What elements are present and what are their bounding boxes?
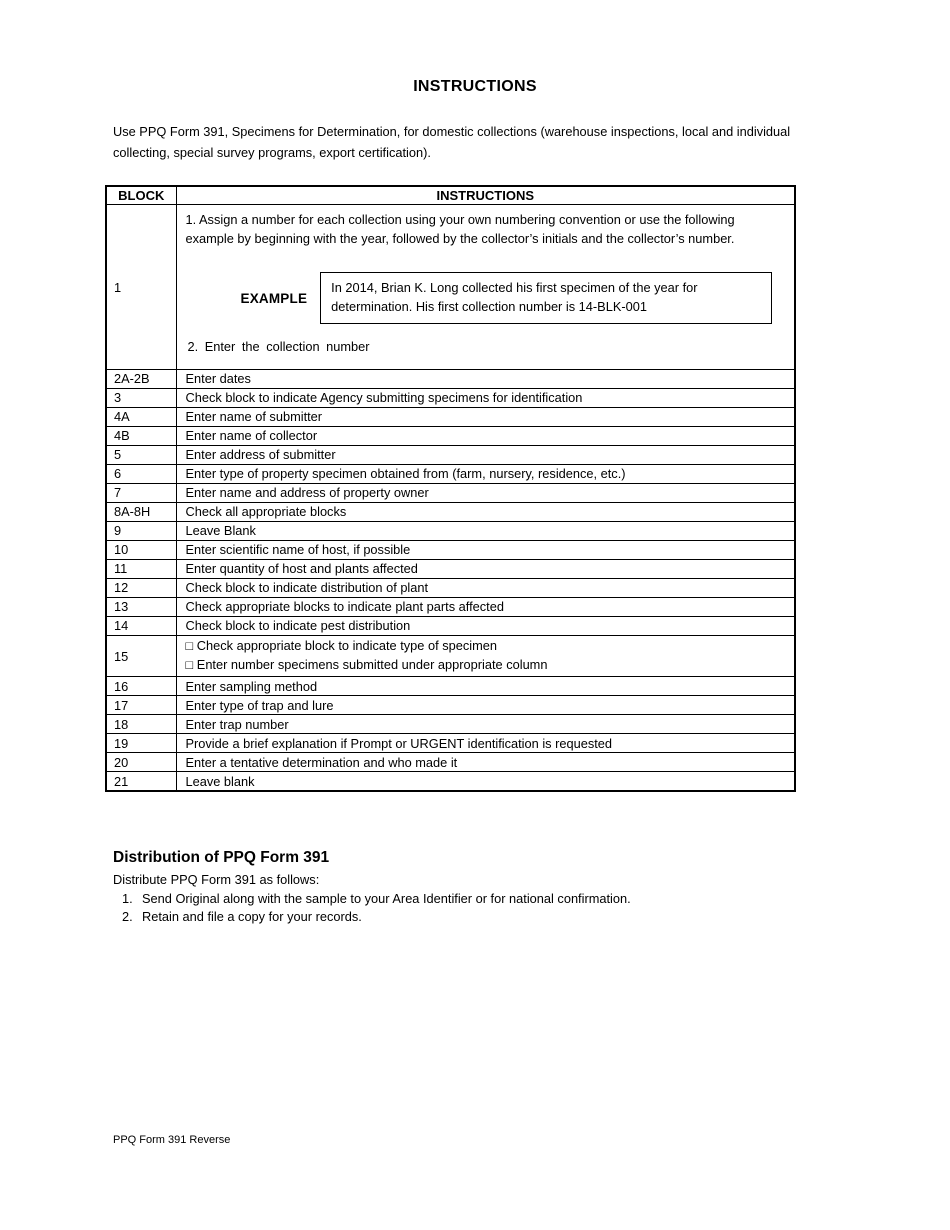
table-row bbox=[106, 753, 795, 772]
block-cell: 2A-2B bbox=[106, 369, 176, 388]
instruction-cell: Enter trap number bbox=[176, 715, 795, 734]
list-item-number: 1. bbox=[122, 890, 133, 906]
instruction-cell: Enter name and address of property owner bbox=[176, 483, 795, 502]
block-cell: 19 bbox=[106, 734, 176, 753]
example-box: In 2014, Brian K. Long collected his first specimen of the year for determination. His first collection number is 14-BLK-001 bbox=[320, 272, 772, 324]
block-cell: 8A-8H bbox=[106, 502, 176, 521]
table-header-row bbox=[106, 186, 795, 205]
block-cell: 17 bbox=[106, 696, 176, 715]
instructions-table bbox=[105, 185, 796, 792]
instructions-table-body bbox=[106, 186, 795, 791]
table-row bbox=[106, 772, 795, 792]
table-row bbox=[106, 696, 795, 715]
list-item-text: Send Original along with the sample to your Area Identifier or for national confirmation. bbox=[142, 890, 631, 906]
list-item-number: 2. bbox=[122, 909, 133, 925]
distribution-intro: Distribute PPQ Form 391 as follows: bbox=[113, 872, 320, 888]
block-cell: 15 bbox=[106, 635, 176, 676]
bullet-line: □ Check appropriate block to indicate type of specimen bbox=[185, 638, 497, 654]
page-title: INSTRUCTIONS bbox=[413, 78, 537, 95]
example-label: EXAMPLE bbox=[240, 290, 308, 306]
instruction-cell bbox=[176, 635, 795, 676]
instructions-column-header: INSTRUCTIONS bbox=[176, 186, 795, 205]
table-row bbox=[106, 502, 795, 521]
block-cell: 20 bbox=[106, 753, 176, 772]
instruction-cell: Check block to indicate Agency submitting specimens for identification bbox=[176, 388, 795, 407]
table-row bbox=[106, 426, 795, 445]
table-row bbox=[106, 540, 795, 559]
block-cell: 12 bbox=[106, 578, 176, 597]
table-row bbox=[106, 521, 795, 540]
table-row bbox=[106, 578, 795, 597]
example-row bbox=[241, 272, 783, 324]
distribution-heading: Distribution of PPQ Form 391 bbox=[113, 849, 330, 867]
table-row bbox=[106, 677, 795, 696]
block-cell: 7 bbox=[106, 483, 176, 502]
block-cell: 18 bbox=[106, 715, 176, 734]
block1-step1-text: 1. Assign a number for each collection using your own numbering convention or use the following example by beginning with the year, followed by the collector’s initials and the collector’s number. bbox=[185, 212, 735, 246]
block-cell: 4B bbox=[106, 426, 176, 445]
block-cell: 1 bbox=[106, 205, 176, 370]
block-cell: 4A bbox=[106, 407, 176, 426]
instruction-cell: Enter type of trap and lure bbox=[176, 696, 795, 715]
block1-step2-text: 2. Enter the collection number bbox=[187, 339, 370, 355]
block-cell: 3 bbox=[106, 388, 176, 407]
list-item-text: Retain and file a copy for your records. bbox=[142, 909, 362, 925]
instruction-cell: Enter type of property specimen obtained from (farm, nursery, residence, etc.) bbox=[176, 464, 795, 483]
block-cell: 5 bbox=[106, 445, 176, 464]
bullet-line: □ Enter number specimens submitted under appropriate column bbox=[185, 657, 548, 672]
block-cell: 16 bbox=[106, 677, 176, 696]
instruction-cell: Provide a brief explanation if Prompt or URGENT identification is requested bbox=[176, 734, 795, 753]
block-column-header: BLOCK bbox=[106, 186, 176, 205]
instruction-cell: Leave blank bbox=[176, 772, 795, 792]
instruction-cell: Check block to indicate pest distribution bbox=[176, 616, 795, 635]
instruction-cell: Enter sampling method bbox=[176, 677, 795, 696]
instruction-cell: Enter dates bbox=[176, 369, 795, 388]
instruction-cell: Enter a tentative determination and who made it bbox=[176, 753, 795, 772]
block-cell: 11 bbox=[106, 559, 176, 578]
list-item bbox=[113, 890, 950, 909]
block-cell: 14 bbox=[106, 616, 176, 635]
table-row bbox=[106, 445, 795, 464]
block-cell: 9 bbox=[106, 521, 176, 540]
instruction-cell: Check appropriate blocks to indicate plant parts affected bbox=[176, 597, 795, 616]
table-row bbox=[106, 597, 795, 616]
table-row bbox=[106, 559, 795, 578]
table-row bbox=[106, 483, 795, 502]
distribution-list bbox=[113, 890, 950, 927]
table-row bbox=[106, 715, 795, 734]
instruction-cell: Enter name of submitter bbox=[176, 407, 795, 426]
table-row bbox=[106, 407, 795, 426]
block-cell: 10 bbox=[106, 540, 176, 559]
instruction-cell bbox=[176, 205, 795, 370]
instruction-cell: Enter scientific name of host, if possible bbox=[176, 540, 795, 559]
block-cell: 6 bbox=[106, 464, 176, 483]
table-row bbox=[106, 616, 795, 635]
instruction-cell: Check all appropriate blocks bbox=[176, 502, 795, 521]
table-row bbox=[106, 734, 795, 753]
intro-paragraph: Use PPQ Form 391, Specimens for Determination, for domestic collections (warehouse inspections, local and individual collecting, special survey programs, export certification). bbox=[113, 124, 791, 161]
table-row bbox=[106, 635, 795, 676]
instruction-cell: Enter name of collector bbox=[176, 426, 795, 445]
instruction-cell: Enter quantity of host and plants affected bbox=[176, 559, 795, 578]
table-row bbox=[106, 464, 795, 483]
instruction-cell: Enter address of submitter bbox=[176, 445, 795, 464]
table-row bbox=[106, 369, 795, 388]
form-footer-label: PPQ Form 391 Reverse bbox=[113, 1134, 231, 1146]
instruction-cell: Leave Blank bbox=[176, 521, 795, 540]
list-item bbox=[113, 908, 950, 927]
distribution-section bbox=[113, 849, 950, 927]
block-cell: 21 bbox=[106, 772, 176, 792]
table-row bbox=[106, 388, 795, 407]
instruction-cell: Check block to indicate distribution of plant bbox=[176, 578, 795, 597]
block-cell: 13 bbox=[106, 597, 176, 616]
table-row-block-1 bbox=[106, 205, 795, 370]
